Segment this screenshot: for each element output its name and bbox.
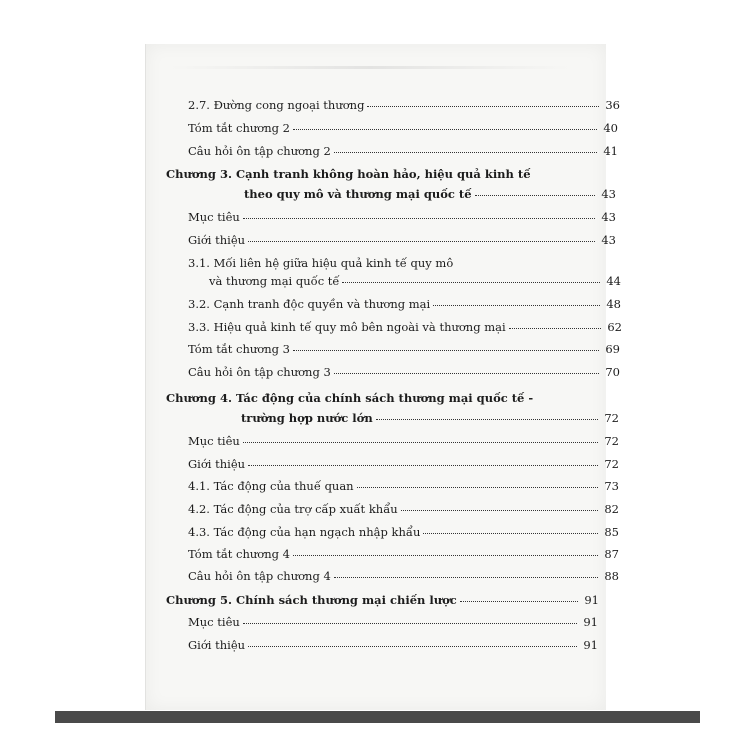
dot-leader — [248, 241, 595, 242]
dot-leader — [357, 487, 598, 488]
toc-chapter-4-subtitle: trường hợp nước lớn 72 — [241, 411, 619, 425]
page-number: 72 — [604, 411, 619, 425]
dot-leader — [243, 442, 598, 443]
toc-entry-review-3: Câu hỏi ôn tập chương 3 70 — [188, 365, 620, 379]
dot-leader — [376, 419, 598, 420]
dot-leader — [334, 152, 597, 153]
dot-leader — [401, 510, 598, 511]
toc-entry-summary-2: Tóm tắt chương 2 40 — [188, 121, 618, 135]
dot-leader — [243, 218, 595, 219]
toc-entry-3-2: 3.2. Cạnh tranh độc quyền và thương mại 48 — [188, 297, 621, 311]
dot-leader — [509, 328, 601, 329]
dot-leader — [423, 533, 598, 534]
page-number: 72 — [604, 434, 619, 448]
dot-leader — [248, 646, 577, 647]
page-number: 36 — [605, 98, 620, 112]
dot-leader — [293, 555, 598, 556]
toc-chapter-3-title: Chương 3. Cạnh tranh không hoàn hảo, hiệu quả kinh tế — [166, 167, 531, 181]
dot-leader — [334, 577, 598, 578]
page-number: 48 — [606, 297, 621, 311]
page-number: 69 — [605, 342, 620, 356]
toc-chapter-3-subtitle: theo quy mô và thương mại quốc tế 43 — [244, 187, 616, 201]
toc-entry-3-1: 3.1. Mối liên hệ giữa hiệu quả kinh tế quy mô — [188, 256, 454, 270]
page-number: 91 — [584, 593, 599, 607]
dot-leader — [293, 350, 599, 351]
dot-leader — [293, 129, 597, 130]
toc-entry-3-3: 3.3. Hiệu quả kinh tế quy mô bên ngoài và thương mại 62 — [188, 320, 622, 334]
toc-chapter-4-title: Chương 4. Tác động của chính sách thương mại quốc tế - — [166, 391, 534, 405]
book-page — [145, 44, 622, 710]
page-number: 43 — [601, 233, 616, 247]
toc-entry-4-1: 4.1. Tác động của thuế quan 73 — [188, 479, 619, 493]
scanner-shadow-bar — [55, 711, 700, 723]
page-number: 43 — [601, 210, 616, 224]
page-number: 87 — [604, 547, 619, 561]
dot-leader — [367, 106, 599, 107]
page-number: 91 — [583, 615, 598, 629]
page-number: 40 — [603, 121, 618, 135]
toc-entry-summary-4: Tóm tắt chương 4 87 — [188, 547, 619, 561]
toc-chapter-5-title: Chương 5. Chính sách thương mại chiến lược 91 — [166, 593, 599, 607]
dot-leader — [460, 601, 578, 602]
toc-entry-intro-3: Giới thiệu 43 — [188, 233, 616, 247]
page-number: 41 — [603, 144, 618, 158]
dot-leader — [342, 282, 600, 283]
toc-entry-objectives-5: Mục tiêu 91 — [188, 615, 598, 629]
page-number: 82 — [604, 502, 619, 516]
page-number: 85 — [604, 525, 619, 539]
page-number: 70 — [605, 365, 620, 379]
toc-entry-2-7: 2.7. Đường cong ngoại thương 36 — [188, 98, 620, 112]
table-of-contents — [146, 44, 622, 710]
page-number: 44 — [606, 274, 621, 288]
toc-entry-4-2: 4.2. Tác động của trợ cấp xuất khẩu 82 — [188, 502, 619, 516]
toc-entry-review-4: Câu hỏi ôn tập chương 4 88 — [188, 569, 619, 583]
page-number: 73 — [604, 479, 619, 493]
toc-entry-review-2: Câu hỏi ôn tập chương 2 41 — [188, 144, 618, 158]
toc-entry-3-1-cont: và thương mại quốc tế 44 — [209, 274, 621, 288]
toc-entry-objectives-4: Mục tiêu 72 — [188, 434, 619, 448]
page-number: 72 — [604, 457, 619, 471]
toc-entry-summary-3: Tóm tắt chương 3 69 — [188, 342, 620, 356]
dot-leader — [243, 623, 577, 624]
page-number: 91 — [583, 638, 598, 652]
page-number: 88 — [604, 569, 619, 583]
dot-leader — [433, 305, 600, 306]
dot-leader — [475, 195, 595, 196]
toc-entry-4-3: 4.3. Tác động của hạn ngạch nhập khẩu 85 — [188, 525, 619, 539]
toc-entry-intro-5: Giới thiệu 91 — [188, 638, 598, 652]
page-number: 43 — [601, 187, 616, 201]
toc-entry-intro-4: Giới thiệu 72 — [188, 457, 619, 471]
dot-leader — [334, 373, 599, 374]
toc-entry-objectives-3: Mục tiêu 43 — [188, 210, 616, 224]
page-number: 62 — [607, 320, 622, 334]
dot-leader — [248, 465, 598, 466]
